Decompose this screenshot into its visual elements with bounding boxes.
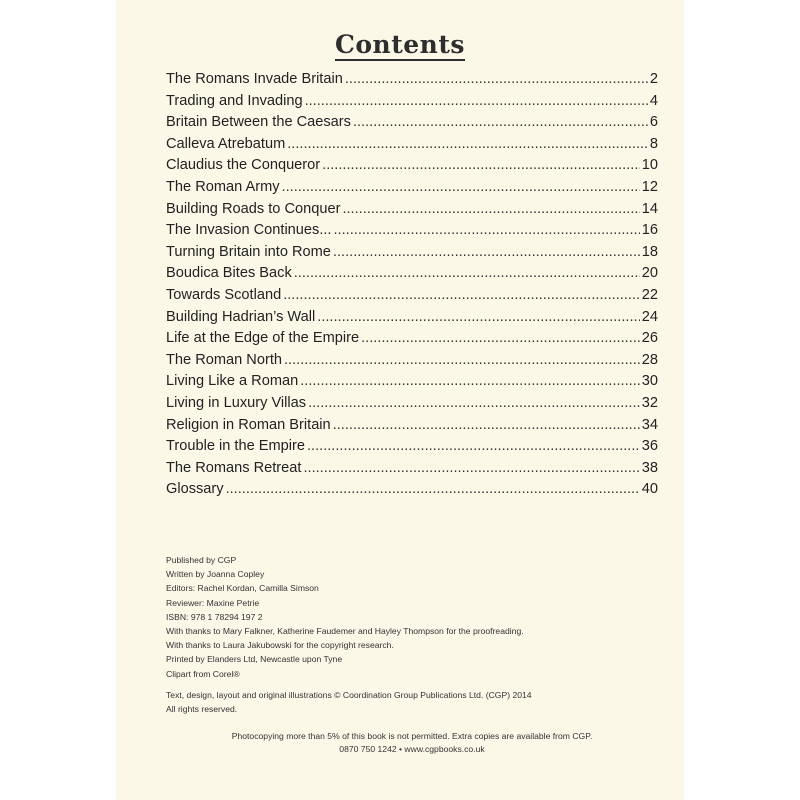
toc-leader-dots (287, 136, 648, 152)
toc-page-number: 28 (641, 351, 658, 368)
toc-leader-dots (294, 265, 640, 281)
toc-leader-dots (361, 330, 640, 346)
toc-page-number: 20 (641, 265, 658, 282)
toc-entry (166, 287, 658, 309)
toc-entry (166, 481, 658, 503)
toc-entry-title: Glossary (166, 481, 224, 498)
photocopy-notice (166, 730, 658, 756)
toc-page-number: 30 (641, 373, 658, 390)
toc-entry-title: Building Hadrian’s Wall (166, 308, 316, 325)
toc-entry-title: Living in Luxury Villas (166, 394, 307, 411)
toc-page-number: 24 (641, 308, 658, 325)
toc-entry-title: The Roman North (166, 351, 282, 368)
toc-entry-title: Boudica Bites Back (166, 265, 292, 282)
toc-page-number: 14 (641, 200, 658, 217)
notice-contact-line: 0870 750 1242 • www.cgpbooks.co.uk (339, 743, 485, 754)
toc-page-number: 34 (641, 416, 658, 433)
credit-line: Editors: Rachel Kordan, Camilla Simson (166, 583, 319, 594)
toc-entry (166, 201, 658, 223)
toc-entry (166, 460, 658, 482)
toc-leader-dots (342, 201, 639, 217)
toc-leader-dots (303, 460, 639, 476)
page-title (116, 30, 684, 59)
toc-page-number: 10 (641, 157, 658, 174)
toc-page-number: 4 (649, 92, 658, 109)
toc-entry-title: Trading and Invading (166, 92, 303, 109)
toc-entry (166, 373, 658, 395)
copyright-line: Text, design, layout and original illustrations © Coordination Group Publications Ltd. (CGP) 2014 (166, 690, 532, 700)
toc-page-number: 40 (641, 481, 658, 498)
toc-leader-dots (305, 93, 648, 109)
toc-entry (166, 114, 658, 136)
toc-entry-title: Trouble in the Empire (166, 438, 305, 455)
toc-entry (166, 157, 658, 179)
toc-entry-title: The Romans Invade Britain (166, 71, 343, 87)
toc-entry (166, 265, 658, 287)
toc-entry (166, 179, 658, 201)
toc-entry (166, 330, 658, 352)
credit-line: With thanks to Laura Jakubowski for the copyright research. (166, 640, 394, 651)
toc-page-number: 8 (649, 135, 658, 152)
copyright-notice (166, 688, 532, 716)
page-title-text: Contents (334, 30, 465, 59)
credit-line: Reviewer: Maxine Petrie (166, 597, 260, 608)
credit-line: Written by Joanna Copley (166, 569, 265, 580)
toc-leader-dots (334, 222, 640, 238)
document-page (116, 0, 684, 800)
credit-line: Published by CGP (166, 555, 237, 565)
toc-leader-dots (353, 114, 648, 130)
toc-entry (166, 352, 658, 374)
toc-leader-dots (226, 481, 640, 497)
toc-page-number: 36 (641, 438, 658, 455)
toc-leader-dots (333, 417, 640, 433)
toc-leader-dots (317, 309, 640, 325)
toc-leader-dots (300, 373, 640, 389)
toc-entry (166, 417, 658, 439)
toc-entry-title: The Romans Retreat (166, 459, 302, 476)
toc-entry (166, 222, 658, 244)
credit-line: ISBN: 978 1 78294 197 2 (166, 611, 263, 622)
toc-entry (166, 309, 658, 331)
toc-entry (166, 136, 658, 158)
toc-leader-dots (308, 395, 640, 411)
toc-entry-title: Living Like a Roman (166, 373, 299, 390)
toc-page-number: 38 (641, 459, 658, 476)
toc-entry-title: Turning Britain into Rome (166, 243, 331, 260)
toc-entry-title: Building Roads to Conquer (166, 200, 341, 217)
publication-credits (166, 553, 524, 681)
toc-entry (166, 244, 658, 266)
toc-page-number: 18 (641, 243, 658, 260)
table-of-contents (166, 71, 658, 503)
toc-page-number: 22 (641, 286, 658, 303)
toc-entry-title: Towards Scotland (166, 286, 282, 303)
toc-page-number: 2 (649, 71, 658, 87)
toc-entry-title: Life at the Edge of the Empire (166, 330, 360, 347)
toc-entry-title: The Roman Army (166, 178, 280, 195)
toc-entry (166, 395, 658, 417)
credit-line: Clipart from Corel® (166, 668, 240, 679)
toc-entry (166, 93, 658, 115)
credit-line: Printed by Elanders Ltd, Newcastle upon Tyne (166, 654, 343, 665)
toc-entry-title: Calleva Atrebatum (166, 135, 286, 152)
credit-line: With thanks to Mary Falkner, Katherine Faudemer and Hayley Thompson for the proofreading. (166, 626, 524, 637)
toc-leader-dots (345, 71, 648, 87)
notice-line: Photocopying more than 5% of this book is not permitted. Extra copies are available from CGP. (231, 731, 593, 741)
toc-leader-dots (333, 244, 640, 260)
toc-page-number: 32 (641, 394, 658, 411)
toc-leader-dots (307, 438, 640, 454)
toc-entry-title: Britain Between the Caesars (166, 114, 351, 131)
copyright-line: All rights reserved. (166, 704, 238, 715)
toc-entry-title: Claudius the Conqueror (166, 157, 321, 174)
toc-entry (166, 438, 658, 460)
toc-entry (166, 71, 658, 93)
toc-page-number: 26 (641, 330, 658, 347)
toc-entry-title: Religion in Roman Britain (166, 416, 331, 433)
toc-page-number: 16 (641, 222, 658, 239)
toc-leader-dots (322, 157, 640, 173)
toc-page-number: 12 (641, 178, 658, 195)
toc-leader-dots (282, 179, 640, 195)
toc-leader-dots (284, 352, 640, 368)
toc-leader-dots (283, 287, 640, 303)
toc-page-number: 6 (649, 114, 658, 131)
toc-entry-title: The Invasion Continues... (166, 222, 332, 239)
